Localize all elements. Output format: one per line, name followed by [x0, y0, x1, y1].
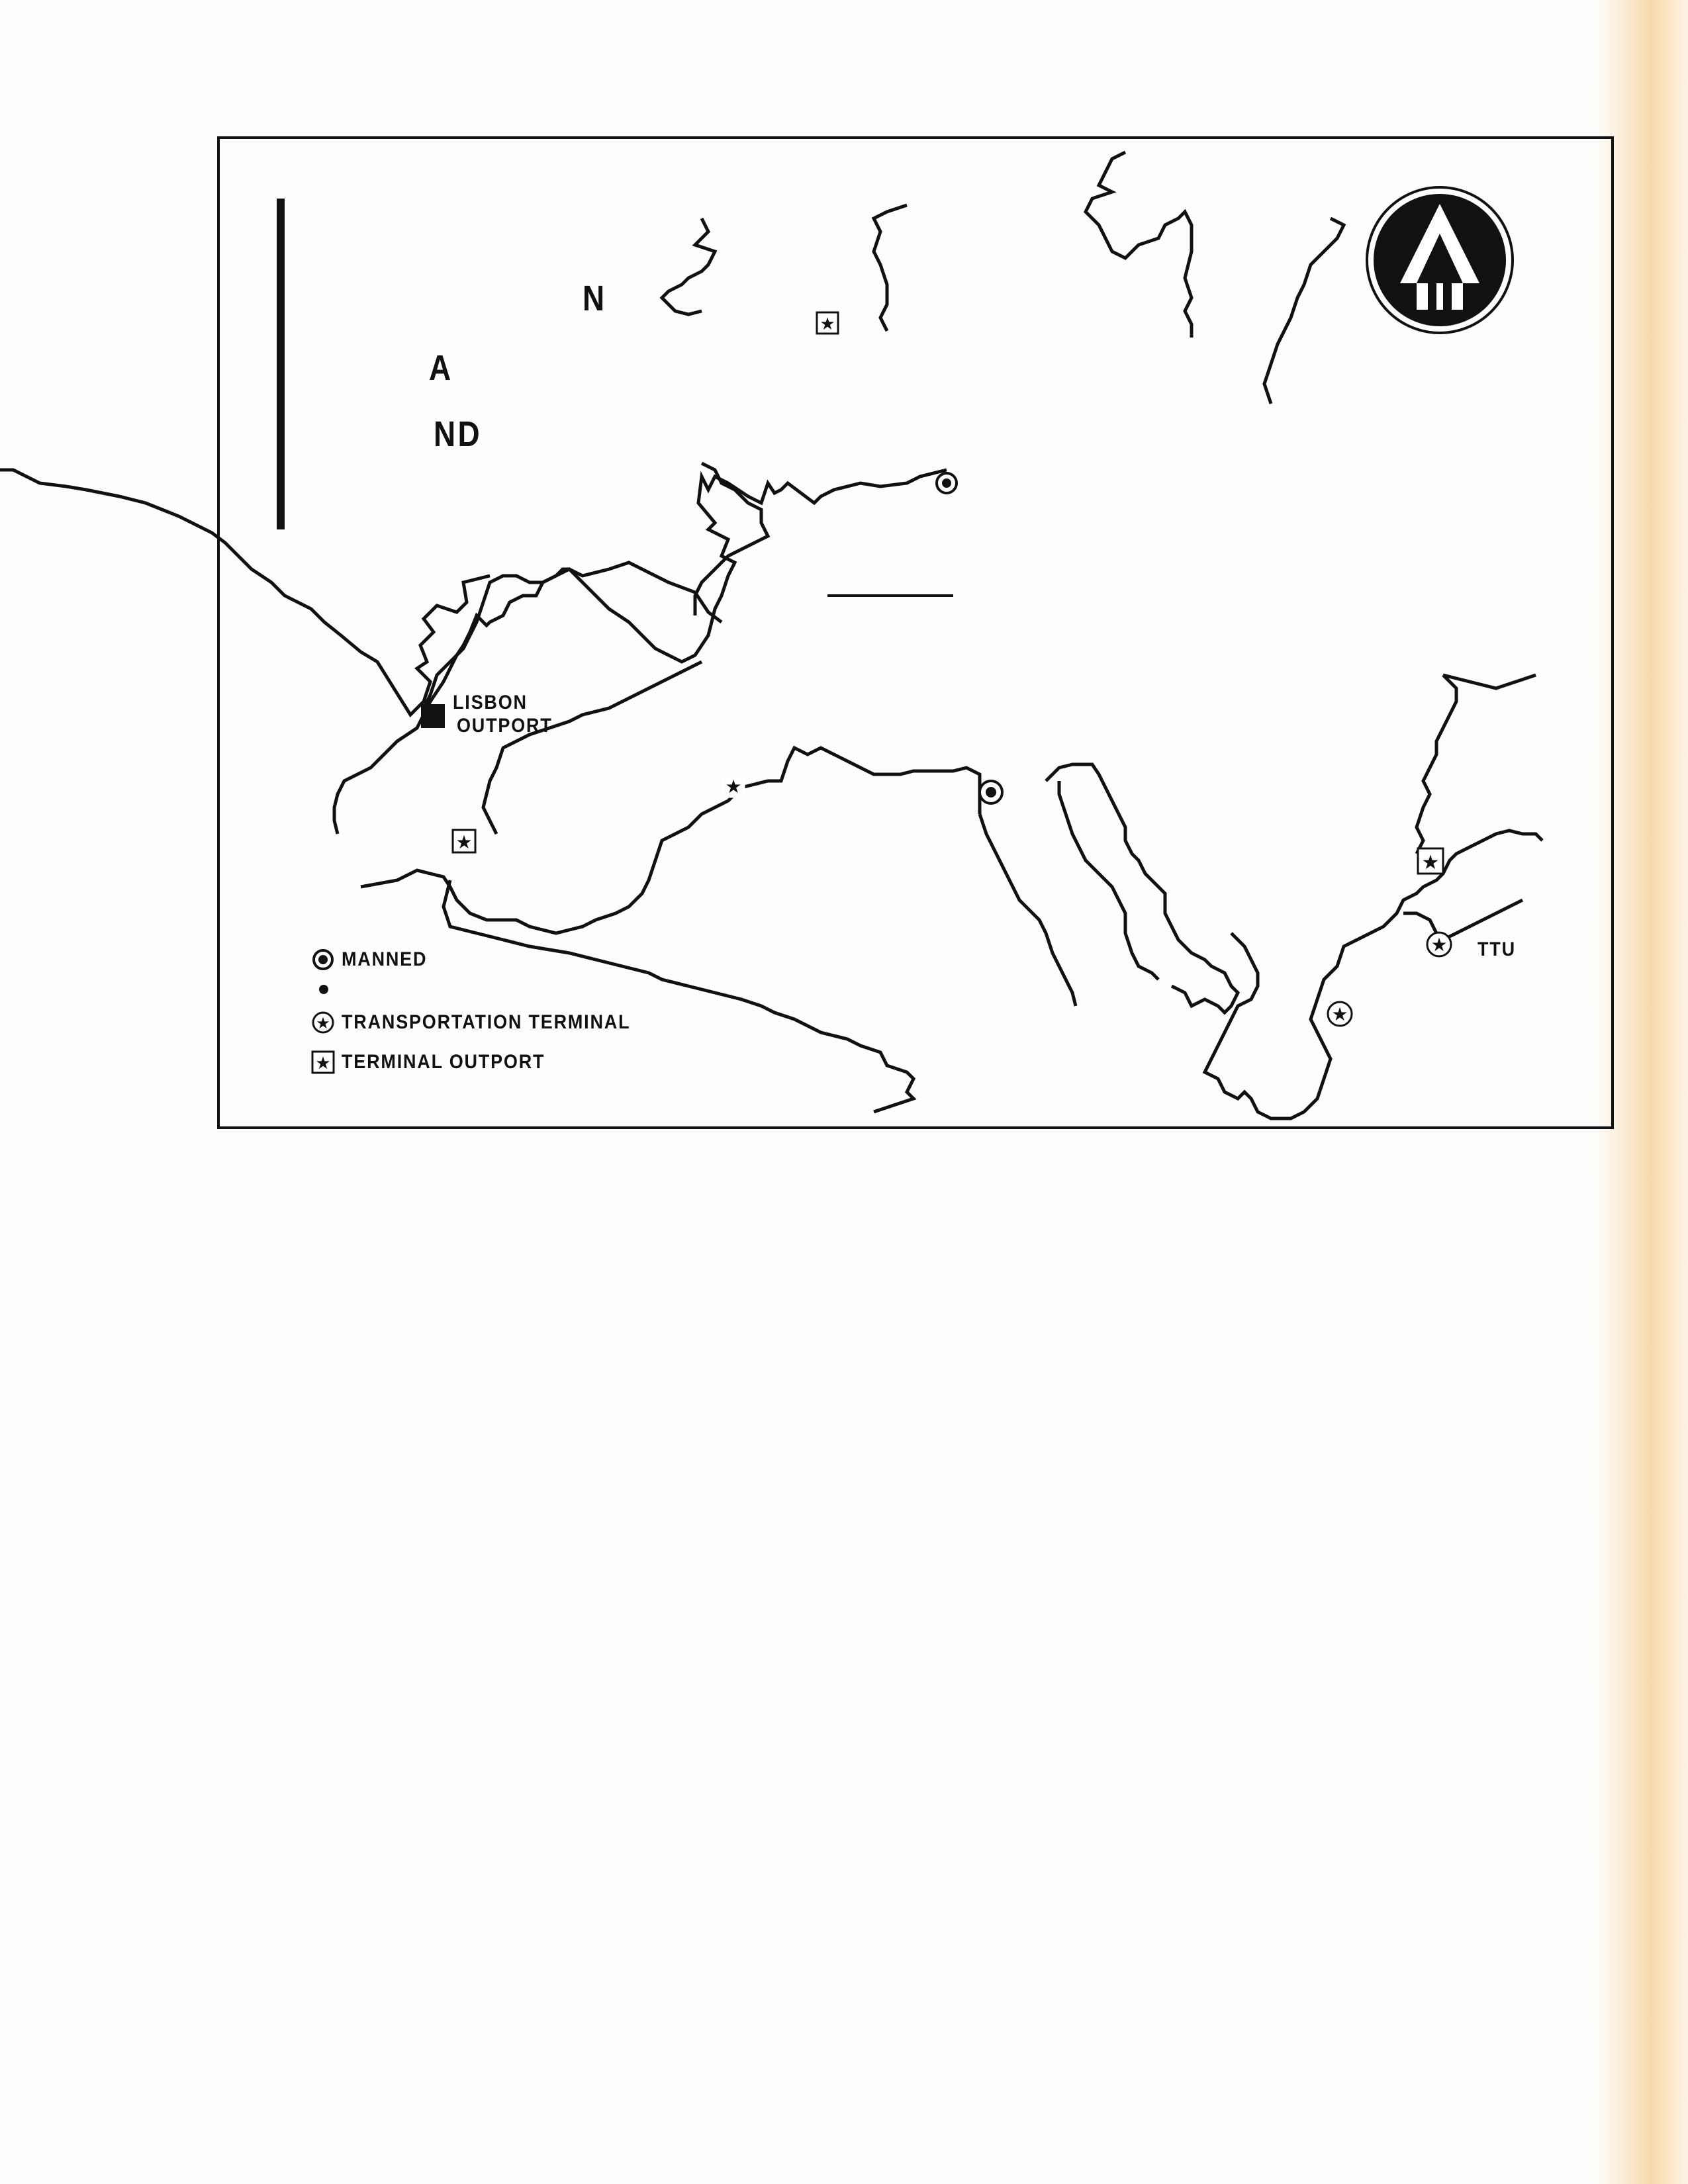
terminal-outport-marker-north — [816, 311, 839, 335]
coastline-italy-adriatic — [1046, 764, 1238, 1013]
svg-text:★: ★ — [1331, 1003, 1348, 1025]
title-line-3: ND — [434, 414, 483, 454]
legend-transportation-terminal — [311, 1009, 663, 1036]
coastline-biscay — [334, 563, 722, 834]
legend-manned-label: MANNED — [342, 948, 428, 970]
coastline-black-sea — [1417, 675, 1456, 854]
legend-terminal-outport-label: TERMINAL OUTPORT — [342, 1051, 545, 1073]
lisbon-label-line1: LISBON — [453, 692, 528, 713]
ttu-label: TTU — [1477, 938, 1516, 960]
title-bar — [277, 199, 285, 529]
title-line-1: N — [583, 279, 607, 318]
coastline-italy-west — [980, 814, 1076, 1006]
manned-marker-channel — [933, 470, 960, 496]
coastline-iberia-france — [0, 470, 490, 715]
coastline-north-sea — [662, 218, 715, 314]
coastline-greece — [1205, 831, 1542, 1118]
coastline-denmark — [874, 205, 907, 331]
terminal-outport-marker-turkey — [1417, 847, 1446, 876]
coastline-north-africa — [444, 880, 914, 1112]
svg-text:★: ★ — [315, 1054, 331, 1073]
legend-transportation-terminal-label: TRANSPORTATION TERMINAL — [342, 1011, 631, 1033]
legend-manned — [311, 946, 437, 973]
divider-line — [827, 592, 960, 599]
coastline-east-top — [1443, 675, 1536, 688]
legend-small-dot — [319, 985, 328, 994]
boxed-star-icon — [311, 1050, 335, 1074]
lisbon-label-line2: OUTPORT — [457, 715, 553, 737]
svg-text:★: ★ — [455, 831, 473, 853]
coastline-baltic — [1264, 218, 1344, 404]
coastline-balkans — [1059, 781, 1158, 979]
svg-text:★: ★ — [316, 1014, 330, 1032]
coastline-portugal-spain — [483, 662, 702, 834]
arrow-emblem-icon — [1364, 184, 1516, 336]
svg-text:★: ★ — [1421, 851, 1440, 874]
lisbon-outport-marker — [418, 702, 447, 731]
terminal-outport-marker-gibraltar — [451, 829, 478, 855]
svg-text:★: ★ — [820, 314, 835, 334]
circled-star-icon — [311, 1011, 335, 1034]
terminal-outport-marker-barcelona — [722, 774, 745, 798]
title-line-2: A — [429, 348, 453, 388]
transportation-terminal-marker-greece — [1325, 999, 1354, 1028]
manned-marker-italy — [976, 778, 1006, 807]
legend-terminal-outport — [311, 1049, 567, 1075]
coastline-scandinavia — [1086, 152, 1192, 338]
svg-text:★: ★ — [725, 776, 742, 797]
circle-dot-icon — [311, 948, 335, 972]
coastline-turkey — [1403, 900, 1523, 940]
svg-text:★: ★ — [1430, 934, 1448, 956]
transportation-terminal-marker-ttu — [1425, 930, 1454, 959]
